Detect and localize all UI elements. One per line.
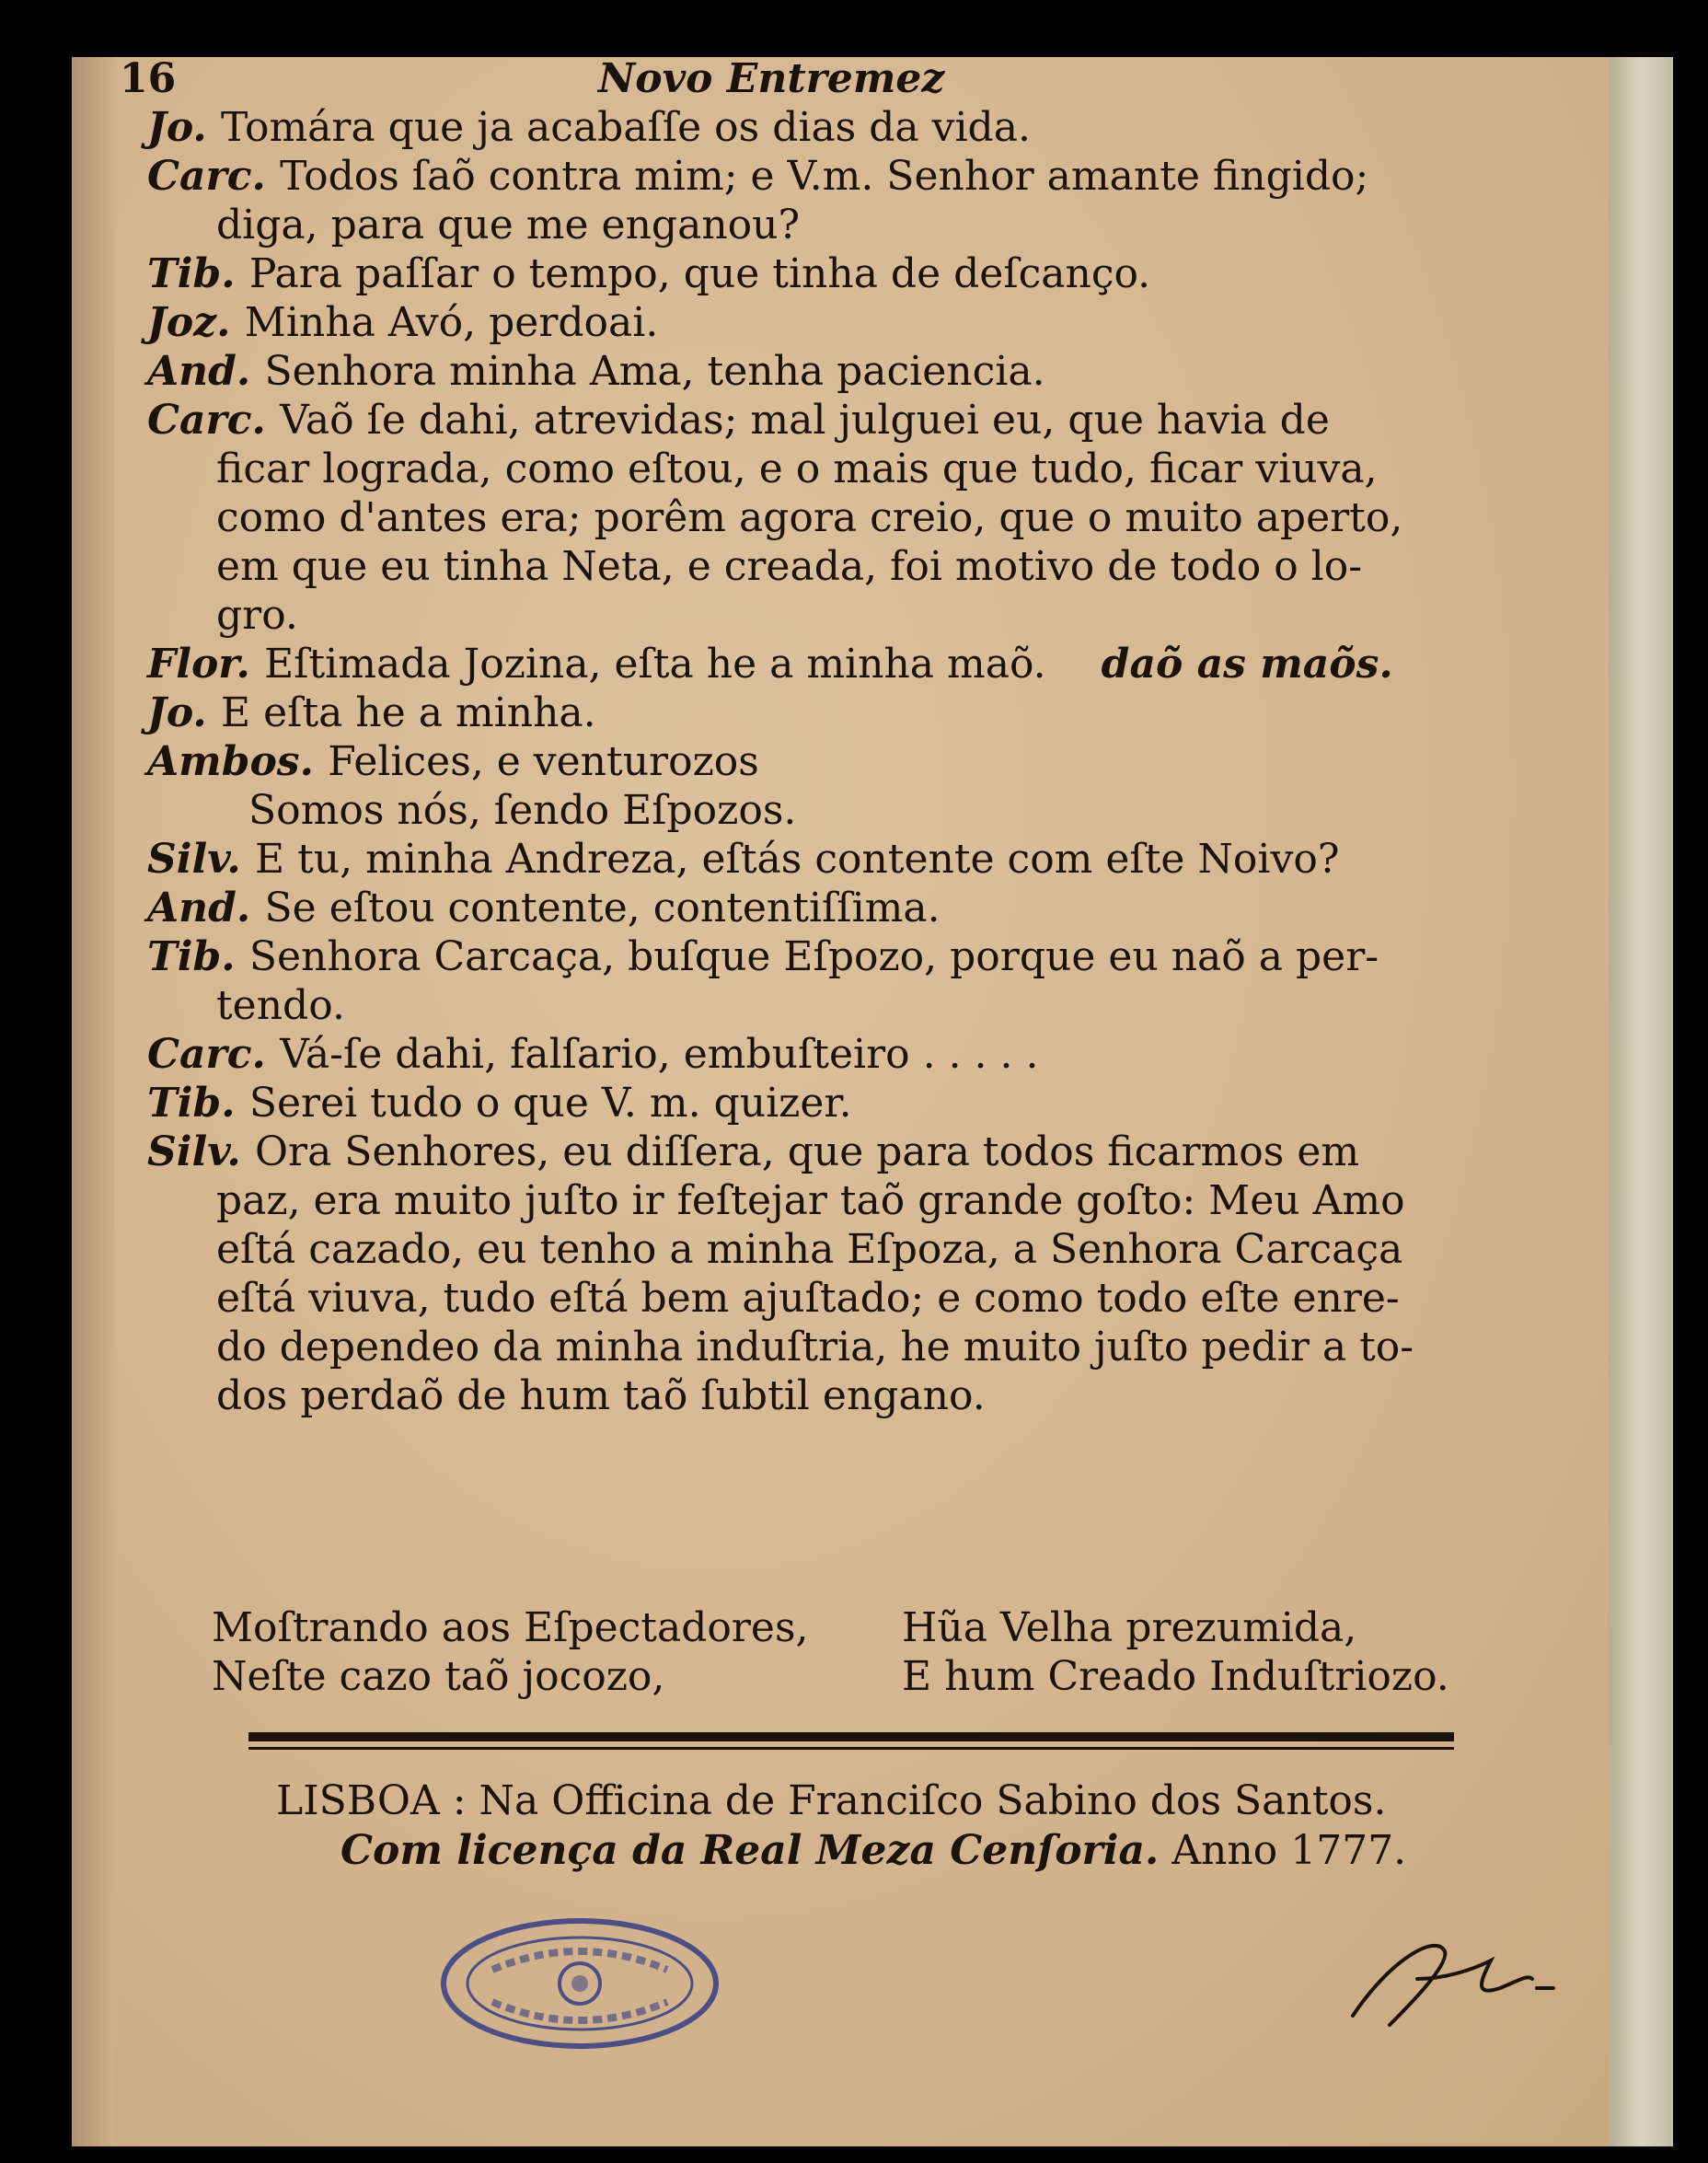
imprint-year: Anno 1777. (1171, 1827, 1407, 1874)
speaker-name: Tib. (147, 250, 249, 297)
speech-line (147, 640, 1509, 688)
stage-direction: daõ as maõs. (1101, 641, 1393, 688)
verse-column-left (212, 1603, 809, 1701)
speech-text: Vaõ ſe dahi, atrevidas; mal julguei eu, que havia de (280, 397, 1330, 444)
speaker-name: Joz. (147, 299, 245, 346)
speech-line (147, 201, 1509, 249)
speech-line (147, 591, 1509, 640)
speaker-name: Carc. (147, 1031, 281, 1078)
speech-text: paz, era muito juſto ir feſtejar taõ grande goſto: Meu Amo (216, 1177, 1405, 1224)
speech-line (147, 835, 1509, 884)
speech-text: Todos ſaõ contra mim; e V.m. Senhor amante fingido; (280, 153, 1369, 200)
speech-text: ficar lograda, como eſtou, e o mais que tudo, ficar viuva, (216, 445, 1378, 492)
speech-line (147, 1371, 1509, 1420)
verse-line: Moſtrando aos Eſpectadores, (212, 1604, 809, 1651)
speaker-name: Flor. (147, 641, 265, 688)
speaker-name: And. (147, 885, 265, 931)
verse-line: E hum Creado Induſtriozo. (902, 1653, 1449, 1700)
speech-text: E eſta he a minha. (221, 689, 596, 736)
speaker-name: Tib. (147, 933, 249, 980)
speech-text: dos perdaõ de hum taõ ſubtil engano. (216, 1372, 986, 1419)
speech-text: Se eſtou contente, contentiſſima. (264, 885, 941, 931)
speech-text: Minha Avó, perdoai. (244, 299, 659, 346)
speech-line (147, 298, 1509, 347)
speech-text: Senhora minha Ama, tenha paciencia. (264, 348, 1045, 395)
speech-text: Felices, e venturozos (328, 738, 759, 785)
speech-line (147, 542, 1509, 591)
speaker-name: Silv. (147, 1128, 255, 1175)
speaker-name: Silv. (147, 836, 255, 883)
speech-text: diga, para que me enganou? (216, 202, 801, 249)
speech-line (147, 932, 1509, 981)
speech-line (147, 981, 1509, 1030)
speech-text: Para paſſar o tempo, que tinha de deſcanço. (248, 250, 1151, 297)
speech-line (147, 396, 1509, 445)
speaker-name: Jo. (147, 104, 222, 151)
speech-line (147, 249, 1509, 298)
speech-text: Eſtimada Jozina, eſta he a minha maõ. (264, 641, 1046, 688)
speaker-name: Ambos. (147, 738, 329, 785)
speech-line (147, 445, 1509, 493)
speech-text: do dependeo da minha induſtria, he muito juſto pedir a to- (216, 1324, 1414, 1371)
printer-rule-thick (248, 1732, 1454, 1741)
speech-line (147, 347, 1509, 396)
speech-line (147, 1225, 1509, 1274)
verse-line: Somos nós, ſendo Eſpozos. (248, 787, 797, 834)
imprint-printer: LISBOA : Na Officina de Franciſco Sabino dos Santos. (276, 1777, 1387, 1824)
imprint (258, 1776, 1454, 1876)
running-title: Novo Entremez (598, 55, 945, 102)
speech-text: eſtá cazado, eu tenho a minha Eſpoza, a Senhora Carcaça (216, 1226, 1403, 1273)
speech-text: Tomára que ja acabaſſe os dias da vida. (221, 104, 1031, 151)
speech-text: eſtá viuva, tudo eſtá bem ajuſtado; e como todo eſte enre- (216, 1275, 1400, 1322)
speech-text: tendo. (216, 982, 345, 1029)
speech-text: como d'antes era; porêm agora creio, que o muito aperto, (216, 494, 1403, 541)
library-stamp-icon (437, 1914, 722, 2053)
speech-text: gro. (216, 592, 298, 639)
speech-line (147, 103, 1509, 152)
speech-line (147, 493, 1509, 542)
speech-text: em que eu tinha Neta, e creada, foi motivo de todo o lo- (216, 543, 1363, 590)
imprint-licence: Com licença da Real Meza Cenſoria. (340, 1827, 1160, 1874)
speaker-name: And. (147, 348, 265, 395)
speaker-name: Carc. (147, 397, 281, 444)
speech-text: Ora Senhores, eu diſſera, que para todos ficarmos em (254, 1128, 1360, 1175)
speech-text: Senhora Carcaça, buſque Eſpozo, porque eu naõ a per- (248, 933, 1379, 980)
speaker-name: Jo. (147, 689, 222, 736)
speech-line (147, 1274, 1509, 1323)
verse-line: Neſte cazo taõ jocozo, (212, 1653, 665, 1700)
imprint-licence-line (258, 1826, 1454, 1876)
speech-line (147, 152, 1509, 201)
speech-line (147, 737, 1509, 786)
page-edge (1609, 57, 1673, 2146)
speech-line (147, 1323, 1509, 1371)
speech-line (147, 688, 1509, 737)
speech-text: E tu, minha Andreza, eſtás contente com eſte Noivo? (254, 836, 1340, 883)
speech-text: Serei tudo o que V. m. quizer. (248, 1080, 852, 1127)
handwritten-signature-icon (1334, 1924, 1555, 2034)
speaker-name: Tib. (147, 1080, 249, 1127)
speech-line (147, 1128, 1509, 1176)
verse-column-right (902, 1603, 1449, 1701)
speech-line (147, 1030, 1509, 1079)
dialogue-text (147, 103, 1509, 1420)
speaker-name: Carc. (147, 153, 281, 200)
page-number: 16 (120, 55, 177, 102)
speech-text: Vá-ſe dahi, falſario, embuſteiro . . . . . (280, 1031, 1039, 1078)
printer-rule-thin (248, 1747, 1454, 1750)
speech-line (147, 1079, 1509, 1128)
running-header (120, 55, 1408, 110)
verse-line: Hũa Velha prezumida, (902, 1604, 1357, 1651)
speech-line (147, 884, 1509, 932)
speech-line (147, 1176, 1509, 1225)
